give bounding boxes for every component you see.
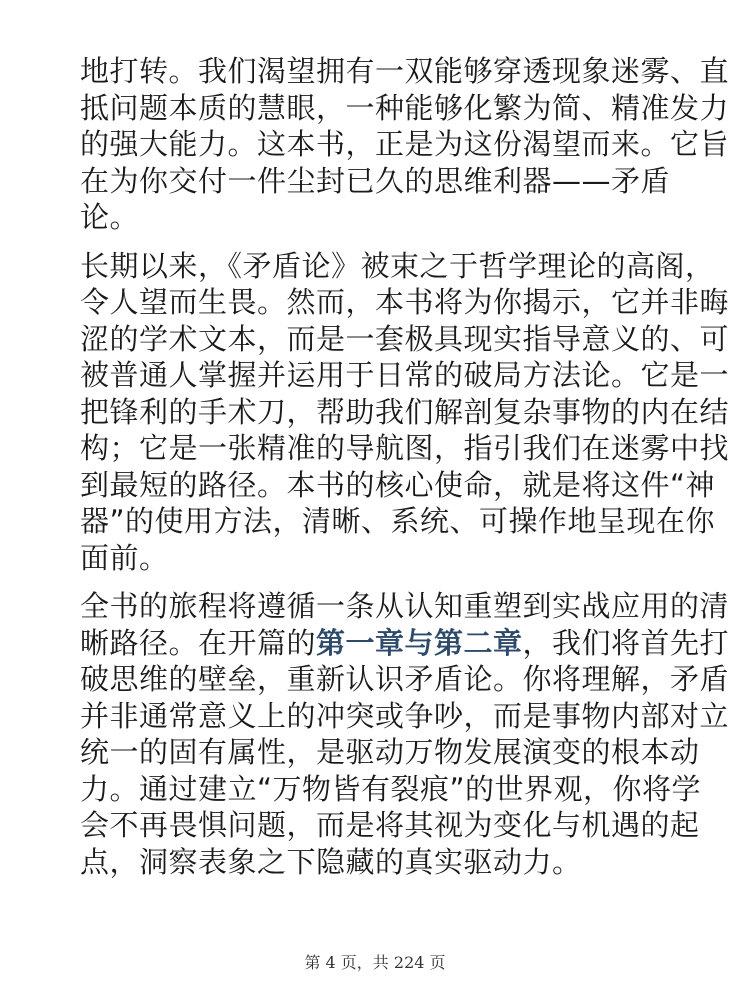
text-segment: ，我们将首先打	[522, 625, 730, 660]
text-line: 统一的固有属性，是驱动万物发展演变的根本动	[80, 735, 700, 769]
page-body	[80, 53, 730, 880]
text-line: 构；它是一张精准的导航图，指引我们在迷雾中找	[80, 431, 730, 465]
text-line: 在为你交付一件尘封已久的思维利器——矛盾	[80, 163, 671, 198]
text-line: 全书的旅程将遵循一条从认知重塑到实战应用的清	[80, 589, 730, 623]
text-line: 被普通人掌握并运用于日常的破局方法论。它是一	[80, 358, 730, 392]
text-line: 长期以来，《矛盾论》被束之于哲学理论的高阁，	[80, 248, 715, 283]
page-number-footer: 第 4 页，共 224 页	[304, 953, 446, 972]
text-line: 的强大能力。这本书，正是为这份渴望而来。它旨	[80, 127, 730, 161]
chapter-highlight: 第一章与第二章	[316, 625, 523, 660]
text-line: 抵问题本质的慧眼，一种能够化繁为简、精准发力	[80, 90, 730, 125]
text-line: 力。通过建立“万物皆有裂痕”的世界观，你将学	[80, 771, 702, 806]
paragraph-intro	[80, 53, 730, 236]
text-line: 论。	[80, 200, 140, 234]
text-line: 会不再畏惧问题，而是将其视为变化与机遇的起	[80, 808, 700, 842]
text-line: 到最短的路径。本书的核心使命，就是将这件“神	[80, 467, 716, 502]
text-line: 器”的使用方法，清晰、系统、可操作地呈现在你	[80, 504, 716, 538]
paragraph-book-journey	[80, 588, 730, 880]
text-line: 面前。	[80, 540, 169, 575]
text-line-with-highlight	[80, 625, 730, 662]
text-line: 把锋利的手术刀，帮助我们解剖复杂事物的内在结	[80, 394, 730, 429]
text-line: 点，洞察表象之下隐藏的真实驱动力。	[80, 844, 582, 879]
paragraph-contradiction-theory	[80, 248, 730, 577]
text-segment: 晰路径。在开篇的	[80, 625, 317, 660]
text-line: 破思维的壁垒，重新认识矛盾论。你将理解，矛盾	[80, 662, 730, 696]
text-line: 令人望而生畏。然而，本书将为你揭示，它并非晦	[80, 285, 730, 319]
text-line: 涩的学术文本，而是一套极具现实指导意义的、可	[80, 321, 730, 356]
text-line: 并非通常意义上的冲突或争吵，而是事物内部对立	[80, 698, 730, 733]
text-line: 地打转。我们渴望拥有一双能够穿透现象迷雾、直	[80, 54, 730, 88]
